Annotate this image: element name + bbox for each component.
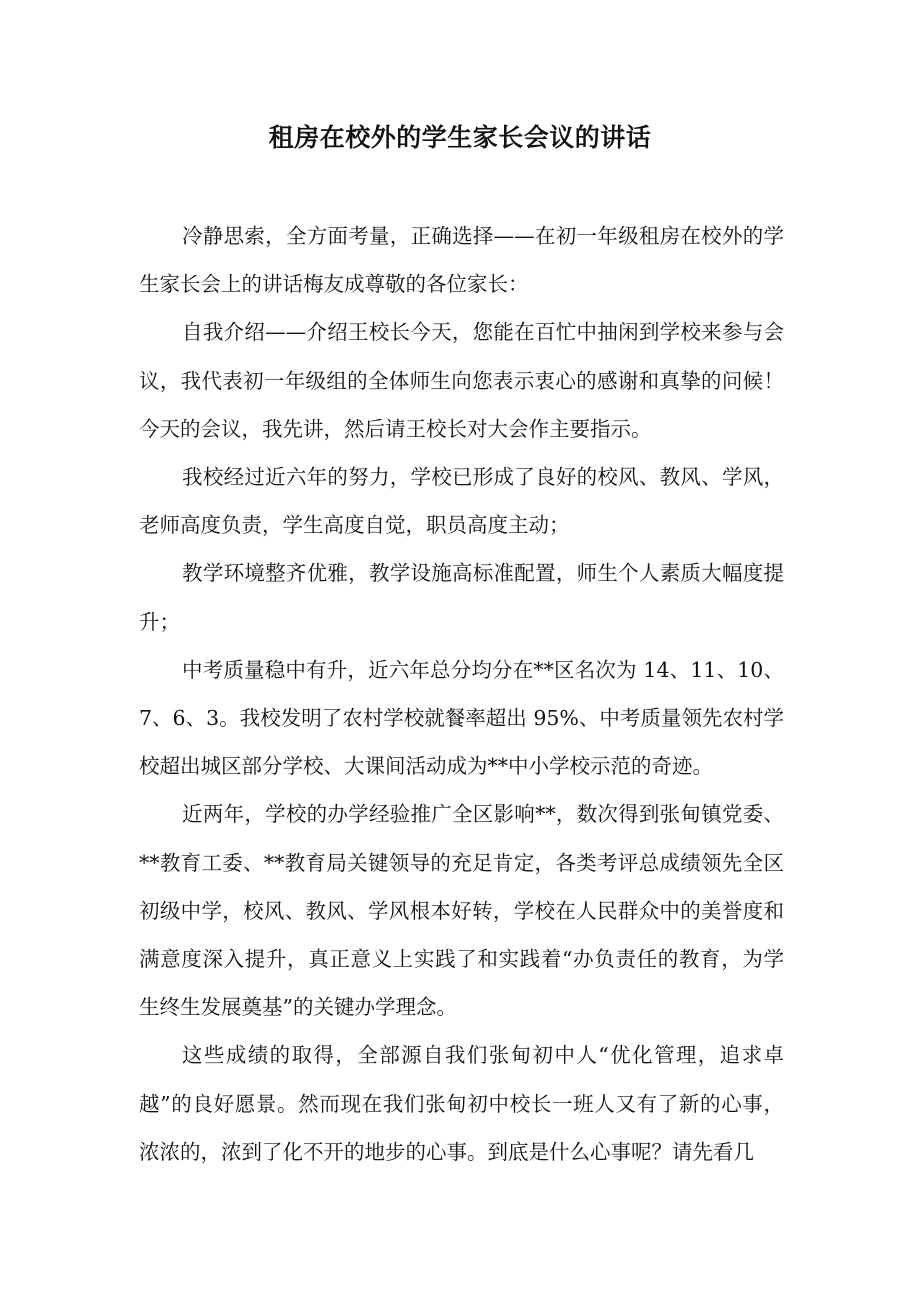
paragraph-5: 中考质量稳中有升，近六年总分均分在**区名次为 14、11、10、7、6、3。我校发明了农村学校就餐率超出 95%、中考质量领先农村学校超出城区部分学校、大课间活动成为**中小学校示范的奇迹。 bbox=[139, 657, 784, 779]
paragraph-7: 这些成绩的取得，全部源自我们张甸初中人“优化管理，追求卓越”的良好愿景。然而现在我们张甸初中校长一班人又有了新的心事，浓浓的，浓到了化不开的地步的心事。到底是什么心事呢？请先看几 bbox=[139, 1043, 784, 1164]
paragraph-1: 冷静思索，全方面考量，正确选择——在初一年级租房在校外的学生家长会上的讲话梅友成尊敬的各位家长： bbox=[139, 224, 784, 297]
paragraph-6: 近两年，学校的办学经验推广全区影响**，数次得到张甸镇党委、**教育工委、**教育局关键领导的充足肯定，各类考评总成绩领先全区初级中学，校风、教风、学风根本好转，学校在人民群众中的美誉度和满意度深入提升，真正意义上实践了和实践着“办负责任的教育，为学生终生发展奠基”的关键办学理念。 bbox=[139, 802, 784, 1020]
paragraph-2: 自我介绍——介绍王校长今天，您能在百忙中抽闲到学校来参与会议，我代表初一年级组的全体师生向您表示衷心的感谢和真挚的问候！今天的会议，我先讲，然后请王校长对大会作主要指示。 bbox=[139, 320, 784, 441]
document-title: 租房在校外的学生家长会议的讲话 bbox=[268, 123, 652, 152]
paragraph-4: 教学环境整齐优雅，教学设施高标准配置，师生个人素质大幅度提升； bbox=[139, 561, 784, 634]
paragraph-3: 我校经过近六年的努力，学校已形成了良好的校风、教风、学风，老师高度负责，学生高度自觉，职员高度主动； bbox=[139, 465, 784, 538]
document-body bbox=[139, 212, 784, 1176]
